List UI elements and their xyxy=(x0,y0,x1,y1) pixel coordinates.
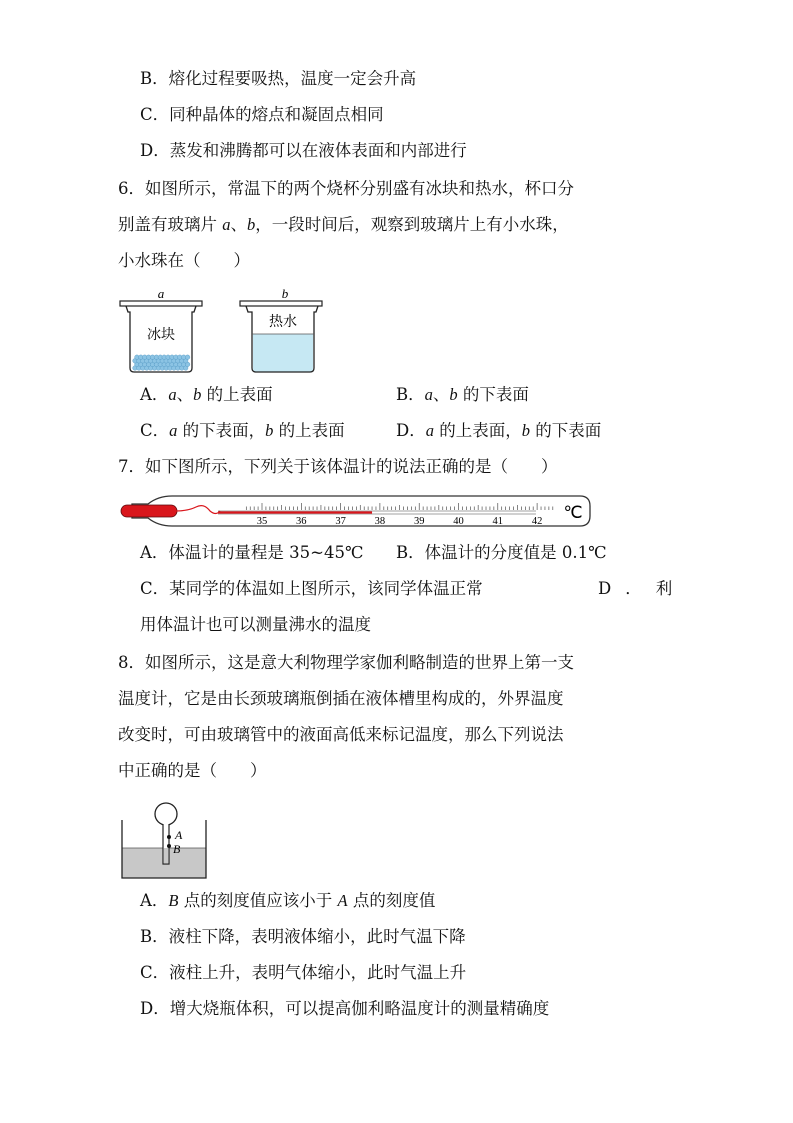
point-b xyxy=(167,844,171,848)
point-b-label: B xyxy=(173,842,181,856)
q6-option-a: A．a、b 的上表面 xyxy=(140,385,273,404)
q6-stem-line2: 别盖有玻璃片 a、b，一段时间后，观察到玻璃片上有小水珠， xyxy=(118,215,569,234)
glass-bulb xyxy=(155,803,177,825)
tick-label: 40 xyxy=(453,516,464,527)
beaker-ice xyxy=(120,301,202,372)
q8-option-d: D．增大烧瓶体积，可以提高伽利略温度计的测量精确度 xyxy=(140,999,550,1018)
glass-label-a: a xyxy=(157,286,165,301)
q8-option-b: B．液柱下降，表明液体缩小，此时气温下降 xyxy=(140,927,466,946)
celsius-unit: ℃ xyxy=(563,503,583,522)
q6-beakers-figure xyxy=(118,284,328,376)
q8-stem-line2: 温度计，它是由长颈玻璃瓶倒插在液体槽里构成的，外界温度 xyxy=(118,689,564,708)
beaker-ice-label: 冰块 xyxy=(147,327,175,343)
point-a xyxy=(167,835,171,839)
q5-option-c: C．同种晶体的熔点和凝固点相同 xyxy=(140,105,384,124)
hot-water-fill xyxy=(253,334,313,372)
q6-stem-line1: 6．如图所示，常温下的两个烧杯分别盛有冰块和热水，杯口分 xyxy=(118,179,574,198)
q8-stem-line3: 改变时，可由玻璃管中的液面高低来标记温度，那么下列说法 xyxy=(118,725,564,744)
ice-cubes xyxy=(133,355,190,370)
q7-option-b: B．体温计的分度值是 0.1℃ xyxy=(396,543,607,562)
beaker-water-label: 热水 xyxy=(269,314,297,330)
q6-option-b: B．a、b 的下表面 xyxy=(396,385,529,404)
beaker-hot-water xyxy=(240,301,322,372)
tick-label: 35 xyxy=(256,516,268,527)
tick-label: 41 xyxy=(492,516,504,527)
galileo-thermometer-figure xyxy=(120,794,210,880)
tick-label: 38 xyxy=(374,516,386,527)
q5-option-b: B．熔化过程要吸热，温度一定会升高 xyxy=(140,69,417,88)
glass-label-b: b xyxy=(281,286,289,301)
q6-option-c: C．a 的下表面，b 的上表面 xyxy=(140,421,345,440)
glass-plate-b xyxy=(240,301,322,306)
q7-option-d-part2: 用体温计也可以测量沸水的温度 xyxy=(140,615,371,634)
thermometer-bulb xyxy=(121,505,177,517)
q7-option-a: A．体温计的量程是 35~45℃ xyxy=(140,543,364,562)
glass-plate-a xyxy=(120,301,202,306)
clinical-thermometer-figure xyxy=(118,490,594,532)
q8-stem-line1: 8．如图所示，这是意大利物理学家伽利略制造的世界上第一支 xyxy=(118,653,574,672)
q8-option-c: C．液柱上升，表明气体缩小，此时气温上升 xyxy=(140,963,467,982)
tick-label: 39 xyxy=(413,516,425,527)
q8-option-a: A．B 点的刻度值应该小于 A 点的刻度值 xyxy=(140,891,436,910)
q7-option-d-part1: D．利 xyxy=(598,579,687,598)
q7-option-c: C．某同学的体温如上图所示，该同学体温正常 xyxy=(140,579,483,598)
point-a-label: A xyxy=(175,828,183,842)
q6-stem-line3: 小水珠在（ ） xyxy=(118,251,250,270)
q5-option-d: D．蒸发和沸腾都可以在液体表面和内部进行 xyxy=(140,141,467,160)
q6-option-d: D．a 的上表面，b 的下表面 xyxy=(396,421,602,440)
q7-stem: 7．如下图所示，下列关于该体温计的说法正确的是（ ） xyxy=(118,457,558,476)
q8-stem-line4: 中正确的是（ ） xyxy=(118,761,267,780)
tick-label: 36 xyxy=(296,516,307,527)
tick-label: 42 xyxy=(531,516,543,527)
tick-label: 37 xyxy=(335,516,346,527)
